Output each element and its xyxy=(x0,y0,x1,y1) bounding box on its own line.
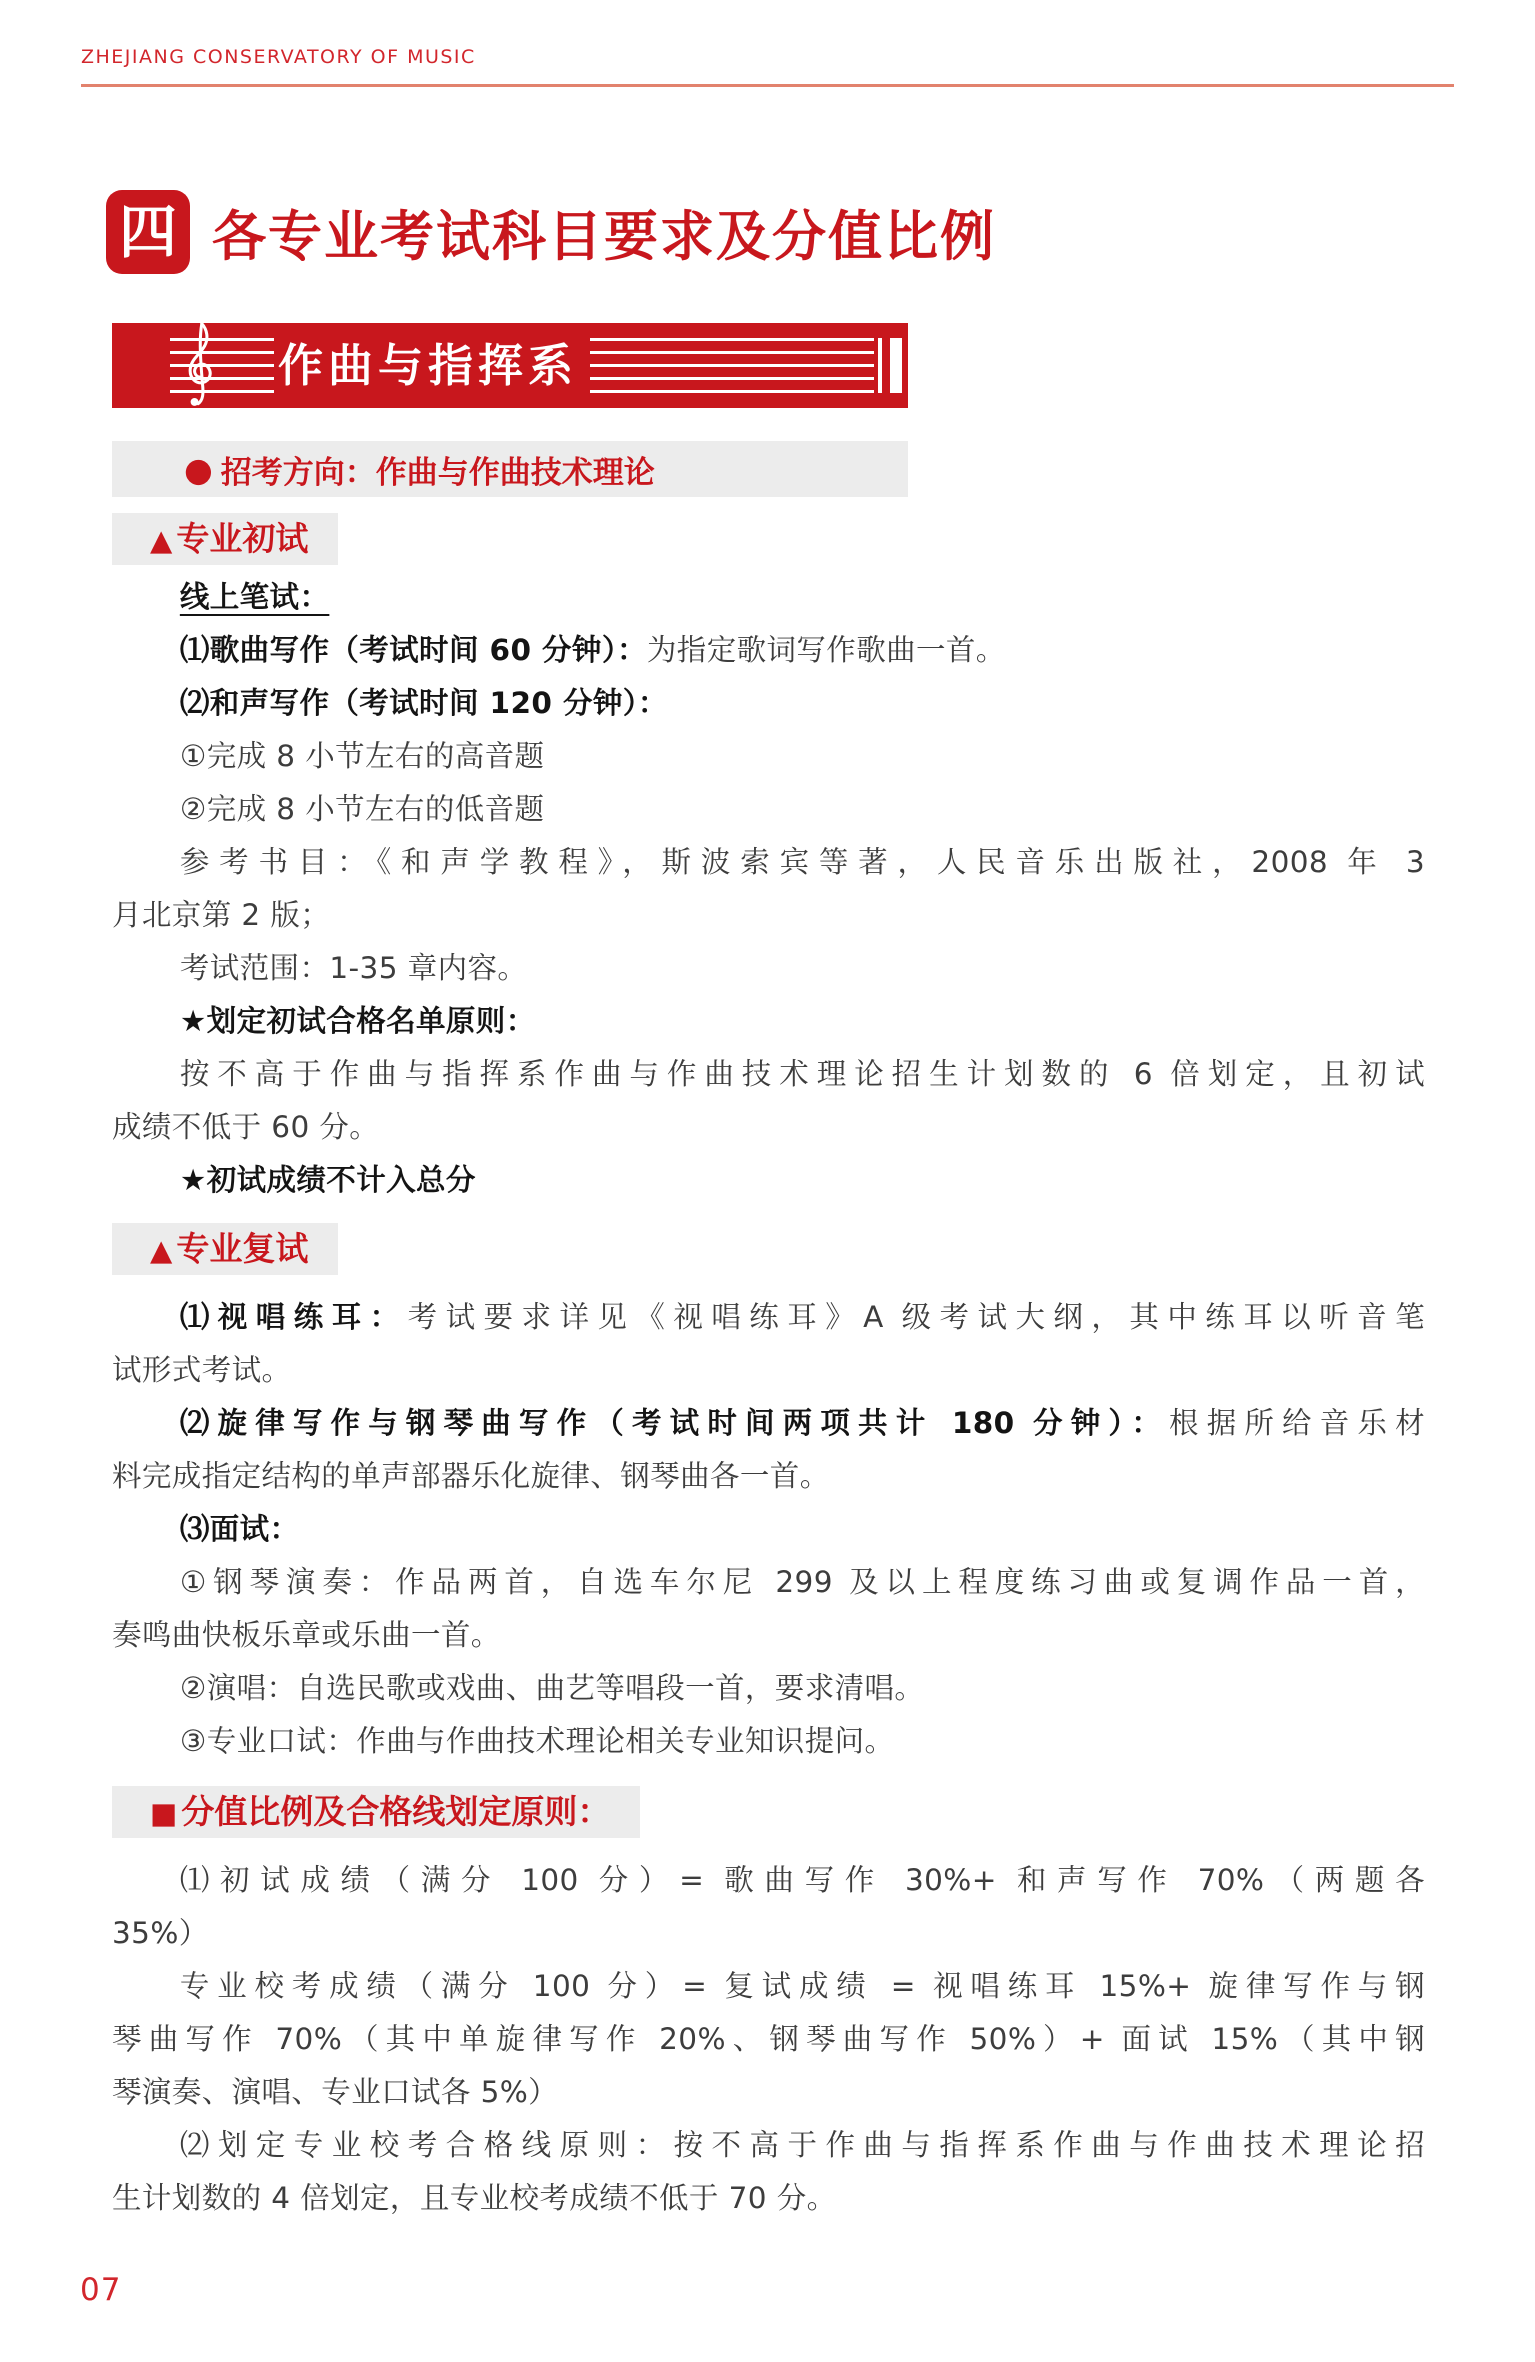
text-line-regular: 专业校考成绩（满分 100 分）= 复试成绩 = 视唱练耳 15%+ 旋律写作与钢 xyxy=(179,1969,1425,2003)
text-line-regular: 月北京第 2 版； xyxy=(112,898,331,932)
text-line xyxy=(112,783,1425,836)
staff-line xyxy=(590,390,874,393)
bullet-icon: ● xyxy=(184,449,213,489)
text-line xyxy=(112,624,1425,677)
section-heading xyxy=(112,1223,338,1275)
header-divider xyxy=(81,84,1454,87)
text-line xyxy=(112,995,1425,1048)
text-line-bold: 线上笔试： xyxy=(179,580,330,614)
text-line-regular: ①完成 8 小节左右的高音题 xyxy=(179,739,545,773)
text-line xyxy=(112,889,1425,942)
section-heading xyxy=(112,513,338,565)
final-barline-thin xyxy=(878,338,882,393)
conservatory-name: ZHEJIANG CONSERVATORY OF MUSIC xyxy=(81,46,476,68)
chapter-number: 四 xyxy=(118,198,177,266)
text-line xyxy=(112,1907,1425,1960)
text-line-regular: ③专业口试：作曲与作曲技术理论相关专业知识提问。 xyxy=(179,1724,895,1758)
text-line xyxy=(112,1503,1425,1556)
chapter-title: 各专业考试科目要求及分值比例 xyxy=(212,203,996,268)
text-line xyxy=(112,1556,1425,1609)
section-heading-label: 专业初试 xyxy=(176,519,309,558)
text-line xyxy=(112,677,1425,730)
text-line xyxy=(112,2013,1425,2066)
text-line xyxy=(112,1854,1425,1907)
text-line xyxy=(112,1960,1425,2013)
text-line xyxy=(112,1397,1425,1450)
heading-marker-icon: ▲ xyxy=(150,1233,173,1267)
heading-marker-icon: ▲ xyxy=(150,523,173,557)
staff-line xyxy=(590,338,874,341)
text-line-regular: 料完成指定结构的单声部器乐化旋律、钢琴曲各一首。 xyxy=(112,1459,830,1493)
text-line xyxy=(112,1715,1425,1768)
text-line-regular: 试形式考试。 xyxy=(112,1353,292,1387)
text-line xyxy=(112,1450,1425,1503)
text-line-regular: 琴曲写作 70%（其中单旋律写作 20%、钢琴曲写作 50%）+ 面试 15%（其中钢 xyxy=(112,2022,1425,2056)
staff-lines-right xyxy=(590,338,874,393)
text-line xyxy=(112,1101,1425,1154)
text-line-regular: ②完成 8 小节左右的低音题 xyxy=(179,792,545,826)
text-line-bold: ⑶面试： xyxy=(179,1512,300,1546)
text-line xyxy=(112,942,1425,995)
exam-section xyxy=(112,1786,1425,2225)
text-line-bold: ★划定初试合格名单原则： xyxy=(179,1004,536,1038)
text-line xyxy=(112,2066,1425,2119)
staff-line xyxy=(590,377,874,380)
text-line-regular: 生计划数的 4 倍划定，且专业校考成绩不低于 70 分。 xyxy=(112,2181,837,2215)
text-line-bold: ⑴歌曲写作（考试时间 60 分钟）： xyxy=(179,633,647,667)
text-line-regular: 成绩不低于 60 分。 xyxy=(112,1110,380,1144)
section-heading-label: 专业复试 xyxy=(176,1229,309,1268)
text-line-regular: ⑴初试成绩（满分 100 分）= 歌曲写作 30%+ 和声写作 70%（两题各 xyxy=(179,1863,1425,1897)
exam-section xyxy=(112,1223,1425,1768)
text-line-regular: ⑵划定专业校考合格线原则：按不高于作曲与指挥系作曲与作曲技术理论招 xyxy=(179,2128,1425,2162)
text-line xyxy=(112,1344,1425,1397)
chapter-number-badge xyxy=(106,190,190,274)
text-line-regular: 奏鸣曲快板乐章或乐曲一首。 xyxy=(112,1618,501,1652)
text-line-bold: ⑵旋律写作与钢琴曲写作（考试时间两项共计 180 分钟）： xyxy=(179,1406,1170,1440)
staff-line xyxy=(590,351,874,354)
page-number: 07 xyxy=(80,2272,122,2308)
text-line-regular: 35%） xyxy=(112,1916,209,1950)
text-line-regular: ①钢琴演奏：作品两首，自选车尔尼 299 及以上程度练习曲或复调作品一首， xyxy=(179,1565,1425,1599)
staff-line xyxy=(590,364,874,367)
text-line xyxy=(112,1662,1425,1715)
admission-direction-banner xyxy=(112,441,908,497)
text-line xyxy=(112,1154,1425,1207)
text-line xyxy=(112,2172,1425,2225)
text-line xyxy=(112,730,1425,783)
text-line-regular: 考试范围：1-35 章内容。 xyxy=(179,951,528,985)
text-line-regular: 按不高于作曲与指挥系作曲与作曲技术理论招生计划数的 6 倍划定，且初试 xyxy=(179,1057,1425,1091)
section-lines xyxy=(112,571,1425,1207)
department-name: 作曲与指挥系 xyxy=(278,339,579,392)
exam-section xyxy=(112,513,1425,1207)
final-barline-thick xyxy=(890,338,902,393)
heading-marker-icon: ■ xyxy=(150,1796,178,1830)
text-line-regular: 根据所给音乐材 xyxy=(1169,1406,1425,1440)
text-line-bold: ⑵和声写作（考试时间 120 分钟）： xyxy=(179,686,668,720)
document-body xyxy=(112,513,1425,2225)
text-line xyxy=(112,836,1425,889)
text-line xyxy=(112,1609,1425,1662)
treble-clef-icon xyxy=(176,320,224,411)
text-line-bold: ⑴视唱练耳： xyxy=(179,1300,408,1334)
chapter-title-row xyxy=(106,190,996,274)
text-line-regular: 琴演奏、演唱、专业口试各 5%） xyxy=(112,2075,559,2109)
text-line-regular: 考试要求详见《视唱练耳》A 级考试大纲，其中练耳以听音笔 xyxy=(407,1300,1425,1334)
text-line-bold: ★初试成绩不计入总分 xyxy=(179,1163,476,1197)
section-heading xyxy=(112,1786,640,1838)
text-line xyxy=(112,1291,1425,1344)
department-banner xyxy=(112,323,908,408)
text-line-regular: 参考书目：《和声学教程》，斯波索宾等著，人民音乐出版社，2008 年 3 xyxy=(179,845,1425,879)
text-line xyxy=(112,1048,1425,1101)
section-lines xyxy=(112,1291,1425,1768)
admission-direction-label: 招考方向：作曲与作曲技术理论 xyxy=(220,454,655,491)
text-line-regular: 为指定歌词写作歌曲一首。 xyxy=(646,633,1006,667)
text-line xyxy=(112,571,1425,624)
text-line xyxy=(112,2119,1425,2172)
section-heading-label: 分值比例及合格线划定原则： xyxy=(181,1792,611,1831)
section-lines xyxy=(112,1854,1425,2225)
text-line-regular: ②演唱：自选民歌或戏曲、曲艺等唱段一首，要求清唱。 xyxy=(179,1671,925,1705)
